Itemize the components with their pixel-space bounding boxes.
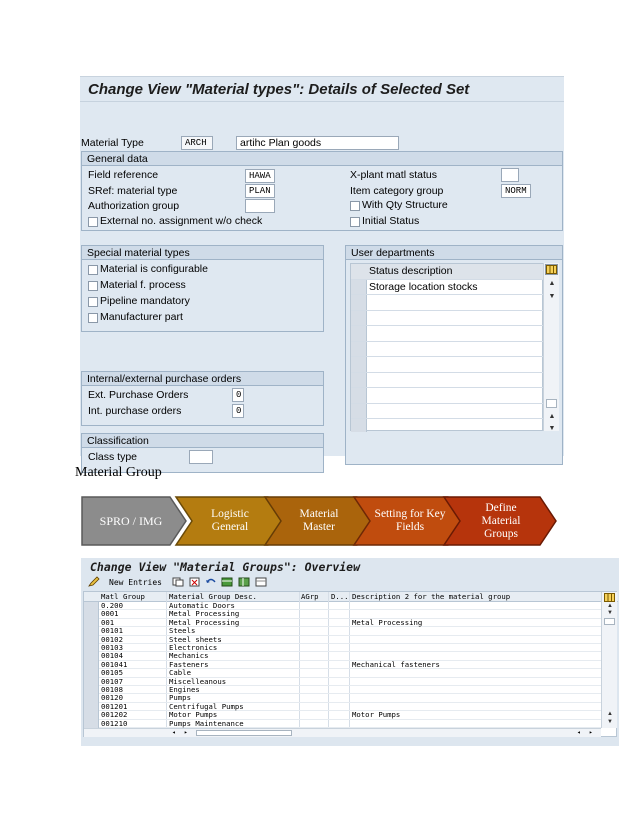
pipeline-mandatory-checkbox[interactable] bbox=[88, 297, 98, 307]
special-material-types-title: Special material types bbox=[82, 246, 323, 260]
pen-icon[interactable] bbox=[88, 576, 100, 587]
initial-status-label: Initial Status bbox=[362, 215, 420, 227]
general-data-group bbox=[81, 151, 563, 231]
scroll-right-icon[interactable]: ▸ bbox=[184, 729, 188, 736]
general-data-title: General data bbox=[82, 152, 562, 166]
item-category-group-label: Item category group bbox=[350, 185, 444, 197]
initial-status-checkbox[interactable] bbox=[350, 217, 360, 227]
group-desc-cell: Automatic Doors bbox=[169, 601, 235, 610]
matl-group-cell: 00105 bbox=[101, 668, 123, 678]
matl-group-cell: 00104 bbox=[101, 651, 123, 661]
matl-group-cell: 00107 bbox=[101, 676, 123, 686]
table-row[interactable] bbox=[99, 720, 601, 728]
table-row[interactable] bbox=[351, 373, 544, 389]
matl-group-cell: 00108 bbox=[101, 685, 123, 694]
scroll-up-icon[interactable]: ▲ bbox=[548, 280, 556, 287]
status-description-header: Status description bbox=[369, 265, 453, 277]
table-header bbox=[351, 264, 544, 280]
table-row[interactable] bbox=[351, 388, 544, 404]
group-desc-cell: Motor Pumps bbox=[169, 710, 218, 720]
screen-title: Change View "Material types": Details of Selected Set bbox=[80, 77, 564, 102]
scroll-thumb[interactable] bbox=[196, 730, 292, 736]
matl-group-cell: 001 bbox=[101, 617, 115, 627]
int-purchase-orders-field[interactable]: 0 bbox=[232, 404, 244, 418]
external-no-assignment-checkbox[interactable] bbox=[88, 217, 98, 227]
flow-step-label: Setting for Key Fields bbox=[374, 508, 446, 533]
with-qty-structure-checkbox[interactable] bbox=[350, 201, 360, 211]
class-type-field[interactable] bbox=[189, 450, 213, 464]
col-description-2[interactable]: Description 2 for the material group bbox=[352, 592, 511, 601]
col-group-desc[interactable]: Material Group Desc. bbox=[169, 592, 257, 601]
toolbar bbox=[80, 102, 564, 130]
authorization-group-field[interactable] bbox=[245, 199, 275, 213]
scroll-down-icon[interactable]: ▼ bbox=[548, 425, 556, 432]
xplant-status-label: X-plant matl status bbox=[350, 169, 437, 181]
sref-material-type-field[interactable]: PLAN bbox=[245, 184, 275, 198]
flow-step-label: Material Master bbox=[299, 508, 339, 533]
group-desc-cell: Metal Processing bbox=[169, 617, 240, 627]
matl-group-cell: 001201 bbox=[101, 701, 128, 711]
table-row[interactable] bbox=[351, 357, 544, 373]
special-item-label: Pipeline mandatory bbox=[100, 295, 190, 307]
section-heading: Material Group bbox=[75, 465, 162, 480]
flow-step-define-groups bbox=[444, 497, 556, 545]
user-departments-group bbox=[345, 245, 563, 465]
group-desc-cell: Miscelleanous bbox=[169, 676, 227, 686]
group-desc-cell: Mechanics bbox=[169, 651, 209, 661]
scroll-thumb[interactable] bbox=[604, 618, 615, 625]
ext-purchase-orders-field[interactable]: 0 bbox=[232, 388, 244, 402]
matl-group-cell: 001041 bbox=[101, 659, 128, 669]
flow-step-label: SPRO / IMG bbox=[99, 513, 163, 528]
deselect-all-icon[interactable] bbox=[255, 577, 267, 587]
matl-group-cell: 00120 bbox=[101, 693, 123, 703]
with-qty-structure-label: With Qty Structure bbox=[362, 199, 448, 211]
material-groups-screen bbox=[81, 558, 619, 746]
matl-group-cell: 00103 bbox=[101, 643, 123, 652]
special-material-types-group bbox=[81, 245, 324, 332]
class-type-label: Class type bbox=[88, 451, 138, 463]
matl-group-cell: 0001 bbox=[101, 609, 119, 619]
group-desc-cell: Fasteners bbox=[169, 659, 209, 669]
scroll-left-icon[interactable]: ◂ bbox=[172, 729, 176, 736]
description-2-cell: Motor Pumps bbox=[352, 710, 401, 720]
table-header bbox=[84, 592, 618, 602]
material-type-field[interactable]: ARCH bbox=[181, 136, 213, 150]
toolbar bbox=[81, 574, 619, 590]
configurable-checkbox[interactable] bbox=[88, 265, 98, 275]
vertical-scrollbar[interactable] bbox=[543, 263, 559, 431]
col-d[interactable]: D... bbox=[331, 592, 349, 601]
table-row[interactable] bbox=[351, 326, 544, 342]
copy-icon[interactable] bbox=[172, 577, 184, 587]
scroll-thumb[interactable] bbox=[546, 399, 557, 408]
status-description-cell: Storage location stocks bbox=[369, 280, 478, 293]
special-item-label: Material is configurable bbox=[100, 263, 208, 275]
row-selector-column[interactable] bbox=[84, 602, 99, 728]
manufacturer-part-checkbox[interactable] bbox=[88, 313, 98, 323]
flow-step-label: Logistic General bbox=[211, 508, 249, 533]
column-settings-icon[interactable] bbox=[545, 264, 558, 275]
group-desc-cell: Engines bbox=[169, 685, 200, 694]
group-desc-cell: Steels bbox=[169, 626, 196, 636]
table-row[interactable] bbox=[351, 295, 544, 311]
scroll-down-icon[interactable]: ▼ bbox=[548, 293, 556, 300]
column-settings-icon[interactable] bbox=[604, 593, 615, 602]
matl-group-cell: 0.200 bbox=[101, 601, 123, 610]
sref-material-type-label: SRef: material type bbox=[88, 185, 178, 197]
table-row[interactable] bbox=[351, 280, 544, 296]
material-type-label: Material Type bbox=[81, 137, 144, 149]
group-desc-cell: Steel sheets bbox=[169, 634, 222, 644]
group-desc-cell: Pumps Maintenance bbox=[169, 718, 244, 728]
scroll-up-icon[interactable]: ▲ bbox=[607, 711, 613, 717]
horizontal-scrollbar[interactable] bbox=[84, 728, 601, 737]
scroll-left-icon[interactable]: ◂ bbox=[577, 729, 581, 736]
mfg-process-checkbox[interactable] bbox=[88, 281, 98, 291]
classification-title: Classification bbox=[82, 434, 323, 448]
group-desc-cell: Pumps bbox=[169, 693, 191, 703]
authorization-group-label: Authorization group bbox=[88, 200, 180, 212]
select-all-icon[interactable] bbox=[221, 577, 233, 587]
col-matl-group[interactable]: Matl Group bbox=[101, 592, 145, 601]
description-2-cell: Mechanical fasteners bbox=[352, 659, 440, 669]
description-2-cell: Metal Processing bbox=[352, 617, 423, 627]
scroll-up-icon[interactable]: ▲ bbox=[607, 603, 613, 609]
matl-group-cell: 001202 bbox=[101, 710, 128, 720]
undo-icon[interactable] bbox=[205, 577, 217, 587]
matl-group-cell: 00101 bbox=[101, 626, 123, 636]
material-groups-table bbox=[83, 591, 617, 737]
group-desc-cell: Cable bbox=[169, 668, 191, 678]
field-reference-field[interactable]: HAWA bbox=[245, 169, 275, 183]
scroll-down-icon[interactable]: ▼ bbox=[607, 610, 613, 616]
user-departments-title: User departments bbox=[346, 246, 562, 260]
int-purchase-orders-label: Int. purchase orders bbox=[88, 405, 182, 417]
special-item-label: Material f. process bbox=[100, 279, 186, 291]
table-row[interactable] bbox=[351, 342, 544, 358]
purchase-orders-title: Internal/external purchase orders bbox=[82, 372, 323, 386]
flow-step-spro bbox=[82, 497, 186, 545]
material-types-screen bbox=[80, 76, 564, 463]
item-category-group-field[interactable]: NORM bbox=[501, 184, 531, 198]
delete-icon[interactable] bbox=[189, 577, 201, 587]
external-no-assignment-label: External no. assignment w/o check bbox=[100, 215, 263, 227]
special-item-label: Manufacturer part bbox=[100, 311, 183, 323]
group-desc-cell: Centrifugal Pumps bbox=[169, 701, 244, 711]
col-agrp[interactable]: AGrp bbox=[301, 592, 319, 601]
flow-step-label: Define Material Groups bbox=[481, 501, 521, 540]
group-desc-cell: Metal Processing bbox=[169, 609, 240, 619]
material-type-description-field[interactable]: artihc Plan goods bbox=[236, 136, 399, 150]
user-departments-table bbox=[350, 263, 543, 431]
xplant-status-field[interactable] bbox=[501, 168, 519, 182]
matl-group-cell: 001210 bbox=[101, 718, 128, 728]
matl-group-cell: 00102 bbox=[101, 634, 123, 644]
new-entries-button[interactable]: New Entries bbox=[109, 578, 162, 587]
table-row[interactable] bbox=[351, 404, 544, 420]
screen-title: Change View "Material Groups": Overview bbox=[81, 558, 619, 574]
select-block-icon[interactable] bbox=[238, 577, 250, 587]
vertical-scrollbar[interactable] bbox=[601, 592, 617, 728]
group-desc-cell: Electronics bbox=[169, 643, 218, 652]
table-row[interactable] bbox=[351, 311, 544, 327]
purchase-orders-group bbox=[81, 371, 324, 426]
scroll-down-icon[interactable]: ▼ bbox=[607, 719, 613, 725]
ext-purchase-orders-label: Ext. Purchase Orders bbox=[88, 389, 189, 401]
scroll-up-icon[interactable]: ▲ bbox=[548, 413, 556, 420]
field-reference-label: Field reference bbox=[88, 169, 159, 181]
scroll-right-icon[interactable]: ▸ bbox=[589, 729, 593, 736]
